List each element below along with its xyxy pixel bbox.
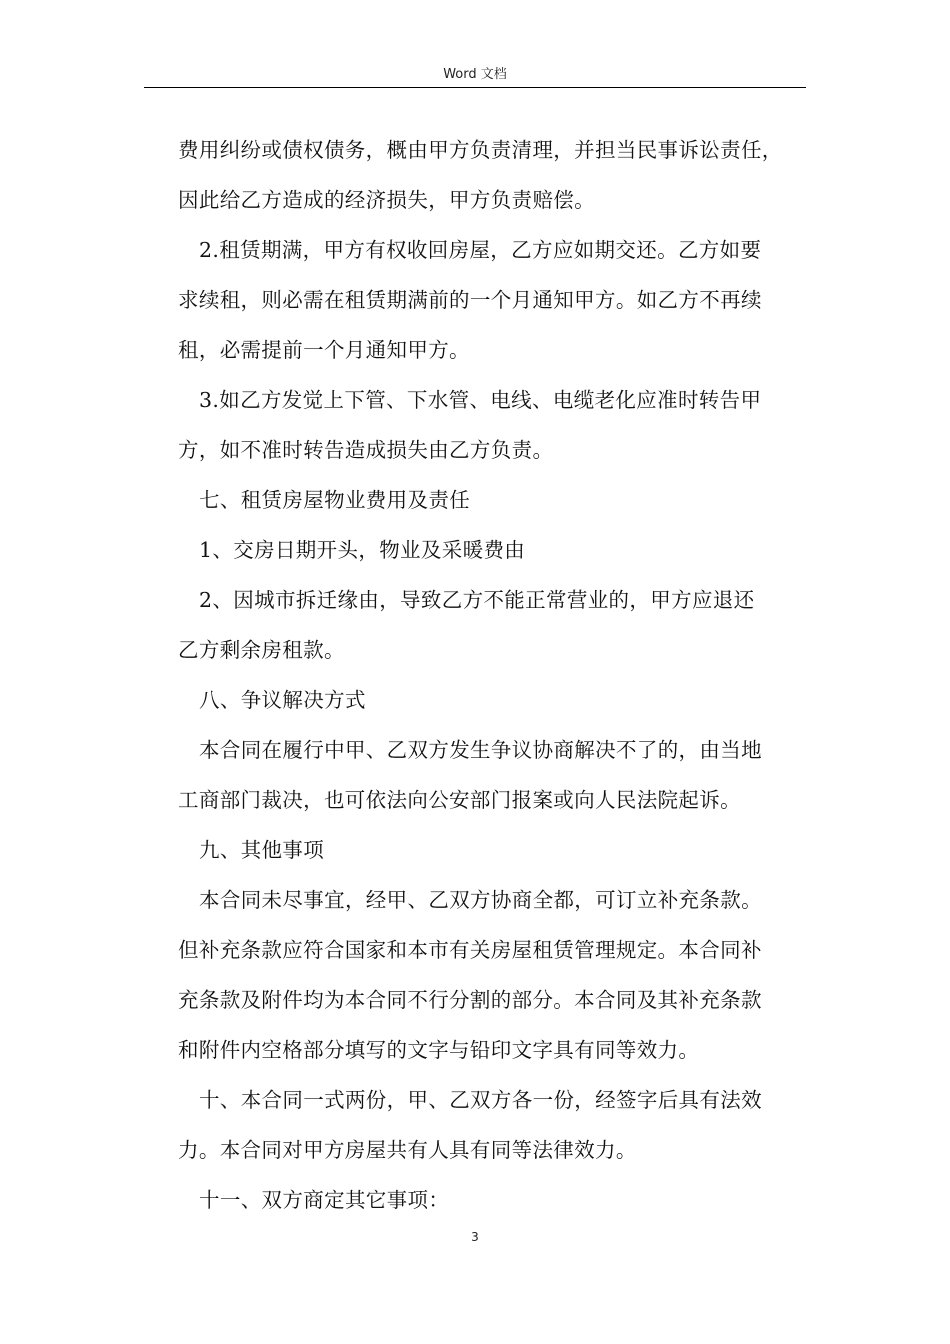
text-line: 八、争议解决方式 (199, 688, 366, 712)
header-divider (144, 87, 806, 88)
text-line: 本合同在履行中甲、乙双方发生争议协商解决不了的，由当地 (199, 738, 762, 762)
text-line: 求续租，则必需在租赁期满前的一个月通知甲方。如乙方不再续 (178, 288, 762, 312)
text-line: 费用纠纷或债权债务，概由甲方负责清理，并担当民事诉讼责任， (178, 138, 783, 162)
text-line: 充条款及附件均为本合同不行分割的部分。本合同及其补充条款 (178, 988, 762, 1012)
text-line: 但补充条款应符合国家和本市有关房屋租赁管理规定。本合同补 (178, 938, 762, 962)
text-line: 力。本合同对甲方房屋共有人具有同等法律效力。 (178, 1138, 637, 1162)
header-title: Word 文档 (443, 67, 507, 82)
text-line: 1、交房日期开头，物业及采暖费由 (199, 538, 526, 562)
text-line: 十、本合同一式两份，甲、乙双方各一份，经签字后具有法效 (199, 1088, 762, 1112)
text-line: 因此给乙方造成的经济损失，甲方负责赔偿。 (178, 188, 595, 212)
text-line: 九、其他事项 (199, 838, 325, 862)
text-line: 十一、双方商定其它事项： (199, 1188, 450, 1212)
text-line: 3.如乙方发觉上下管、下水管、电线、电缆老化应准时转告甲 (199, 388, 762, 412)
text-line: 工商部门裁决，也可依法向公安部门报案或向人民法院起诉。 (178, 788, 741, 812)
text-line: 和附件内空格部分填写的文字与铅印文字具有同等效力。 (178, 1038, 700, 1062)
text-line: 乙方剩余房租款。 (178, 638, 345, 662)
text-line: 方，如不准时转告造成损失由乙方负责。 (178, 438, 554, 462)
text-line: 2、因城市拆迁缘由，导致乙方不能正常营业的，甲方应退还 (199, 588, 755, 612)
page-number: 3 (471, 1230, 479, 1244)
text-line: 租，必需提前一个月通知甲方。 (178, 338, 470, 362)
text-line: 七、租赁房屋物业费用及责任 (199, 488, 471, 512)
document-body (178, 125, 808, 1225)
text-line: 本合同未尽事宜，经甲、乙双方协商全都，可订立补充条款。 (199, 888, 762, 912)
text-line: 2.租赁期满，甲方有权收回房屋，乙方应如期交还。乙方如要 (199, 238, 762, 262)
